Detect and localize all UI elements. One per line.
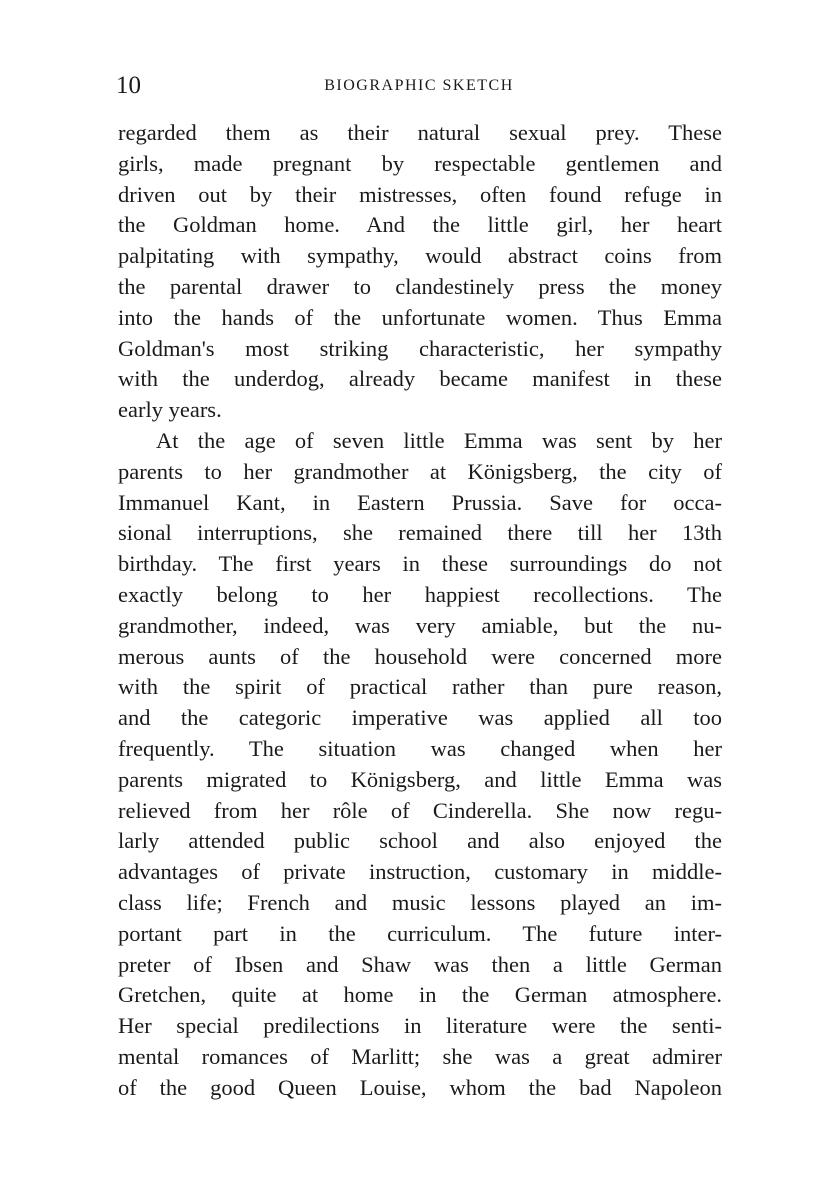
text-line: birthday. The first years in these surroundings do not [118, 551, 722, 577]
text-line: driven out by their mistresses, often found refuge in [118, 181, 722, 207]
text-line: Immanuel Kant, in Eastern Prussia. Save for occa- [118, 489, 722, 515]
paragraph-end-line: early years. [118, 397, 222, 423]
text-line: and the categoric imperative was applied all too [118, 705, 722, 731]
text-line: the Goldman home. And the little girl, her heart [118, 212, 722, 238]
text-line: frequently. The situation was changed when her [118, 735, 722, 761]
text-line: Gretchen, quite at home in the German atmosphere. [118, 982, 722, 1008]
text-line: parents to her grandmother at Königsberg, the city of [118, 458, 722, 484]
text-line: merous aunts of the household were concerned more [118, 643, 722, 669]
text-line: preter of Ibsen and Shaw was then a little German [118, 951, 722, 977]
text-line: larly attended public school and also enjoyed the [118, 828, 722, 854]
text-line: girls, made pregnant by respectable gentlemen and [118, 150, 722, 176]
text-line: relieved from her rôle of Cinderella. She now regu- [118, 797, 722, 823]
page-header [116, 70, 722, 102]
text-line: Goldman's most striking characteristic, her sympathy [118, 335, 722, 361]
text-line: class life; French and music lessons played an im- [118, 889, 722, 915]
text-line: with the underdog, already became manifest in these [118, 366, 722, 392]
text-line: sional interruptions, she remained there till her 13th [118, 520, 722, 546]
text-line: the parental drawer to clandestinely press the money [118, 273, 722, 299]
text-line: mental romances of Marlitt; she was a great admirer [118, 1043, 722, 1069]
text-line: regarded them as their natural sexual prey. These [118, 120, 722, 145]
text-line: palpitating with sympathy, would abstract coins from [118, 243, 722, 269]
text-line: of the good Queen Louise, whom the bad Napoleon [118, 1074, 722, 1100]
text-line: exactly belong to her happiest recollections. The [118, 581, 722, 607]
text-line: with the spirit of practical rather than pure reason, [118, 674, 722, 700]
text-line: grandmother, indeed, was very amiable, but the nu- [118, 612, 722, 638]
text-line: portant part in the curriculum. The future inter- [118, 920, 722, 946]
text-line: into the hands of the unfortunate women. Thus Emma [118, 304, 722, 330]
running-head: BIOGRAPHIC SKETCH [324, 77, 514, 94]
text-line: advantages of private instruction, customary in middle- [118, 859, 722, 885]
paragraph-start-line: At the age of seven little Emma was sent by her [156, 427, 722, 453]
page-number: 10 [116, 72, 141, 99]
body-text [118, 118, 722, 1104]
text-line: Her special predilections in literature were the senti- [118, 1013, 722, 1039]
text-line: parents migrated to Königsberg, and little Emma was [118, 766, 722, 792]
